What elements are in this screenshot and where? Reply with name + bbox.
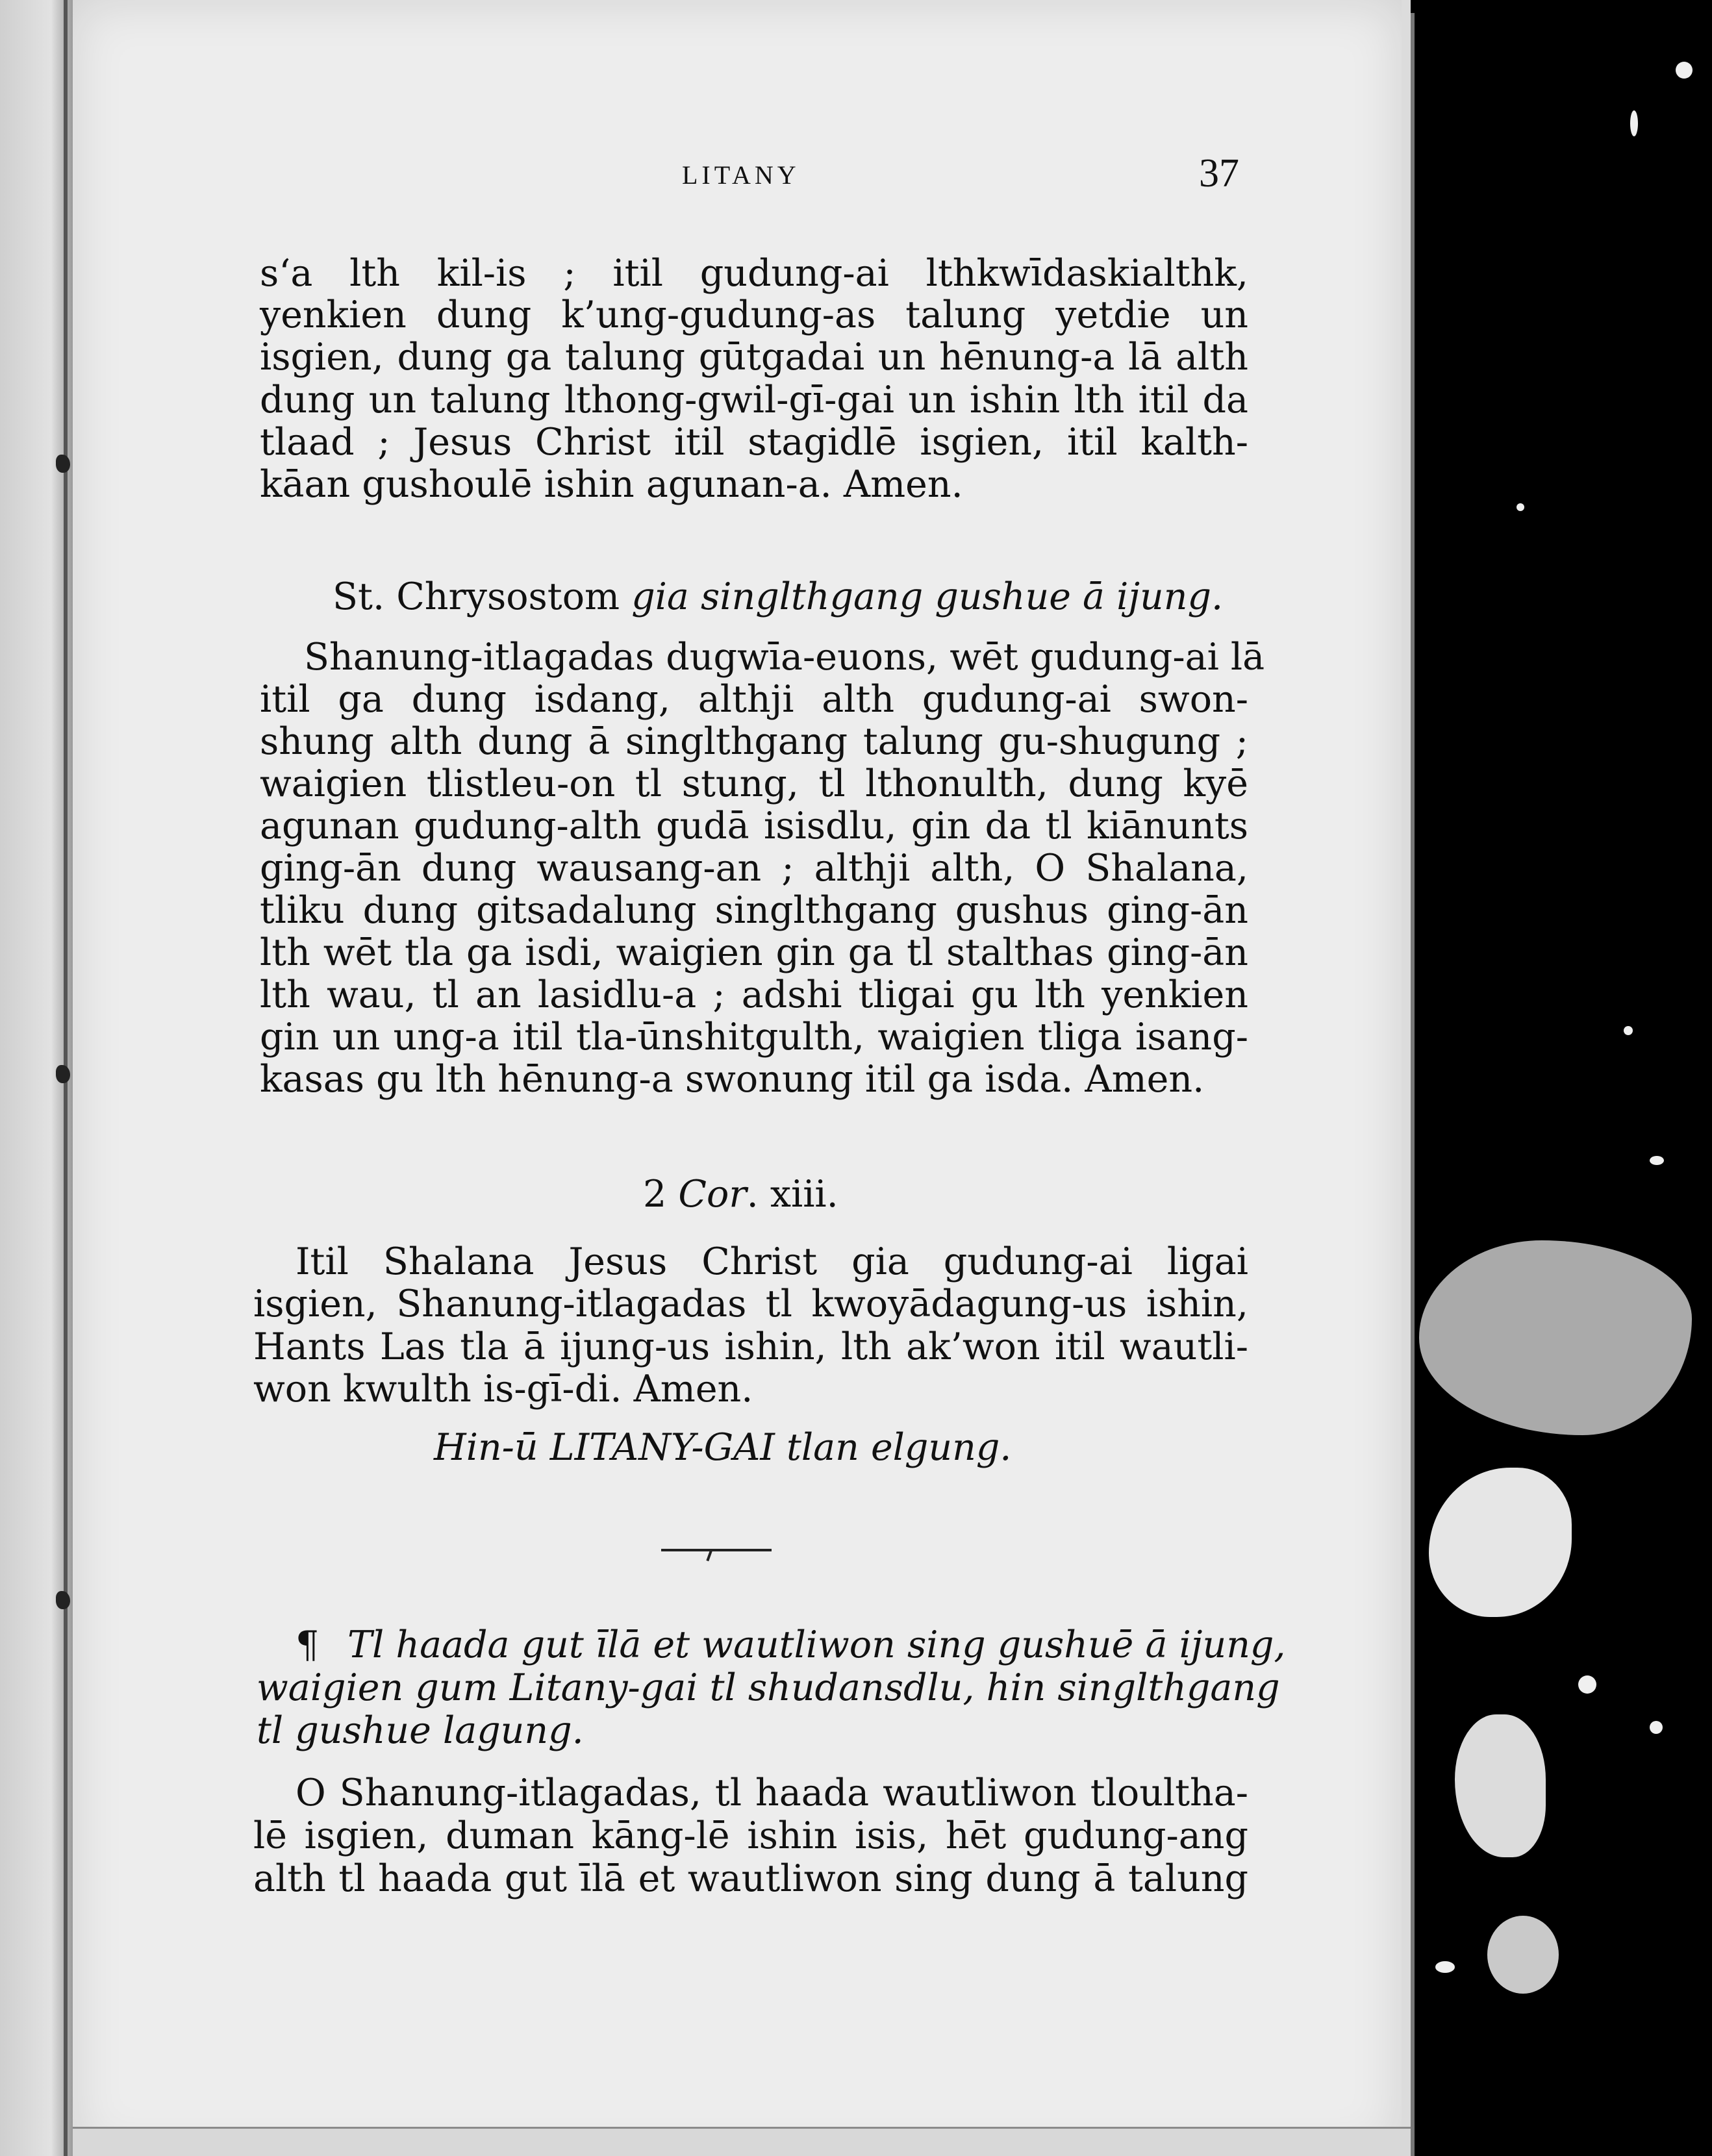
scripture-reference <box>643 1173 838 1216</box>
heading-italic: gia singlthgang gushue ā ijung. <box>631 575 1224 618</box>
text-line: tlaad ; Jesus Christ itil stagidlē isgien, itil kalth- <box>260 421 1248 464</box>
text-line: kāan gushoulē ishin agunan-a. Amen. <box>260 463 963 506</box>
text-line: tl gushue lagung. <box>257 1709 584 1752</box>
speck <box>1624 1026 1633 1035</box>
closing-line: Hin-ū LITANY-GAI tlan elgung. <box>434 1426 1012 1469</box>
section-heading <box>333 575 1223 618</box>
text-line: waigien tlistleu-on tl stung, tl lthonulth, dung kyē <box>260 762 1248 805</box>
speck <box>1435 1961 1455 1973</box>
text-line: gin un ung-a itil tla-ūnshitgulth, waigien tliga isang- <box>260 1016 1248 1059</box>
section-divider <box>661 1549 772 1551</box>
speck <box>1650 1721 1663 1734</box>
paper-damage-spot <box>1429 1468 1572 1617</box>
text-line: tliku dung gitsadalung singlthgang gushus ging-ān <box>260 889 1248 932</box>
ref-number: 2 <box>643 1173 679 1216</box>
speck <box>1676 62 1693 79</box>
paper-damage-spot <box>1419 1240 1692 1435</box>
text-line: won kwulth is-gī-di. Amen. <box>253 1368 753 1410</box>
text-line: kasas gu lth hēnung-a swonung itil ga isda. Amen. <box>260 1058 1205 1101</box>
text-line: lē isgien, duman kāng-lē ishin isis, hēt gudung-ang <box>253 1814 1248 1857</box>
gutter-mark <box>56 1065 70 1083</box>
ref-chapter: . xiii. <box>746 1173 838 1216</box>
speck <box>1517 503 1524 511</box>
page-right-edge-shadow <box>1411 13 1415 2156</box>
text-line: alth tl haada gut īlā et wautliwon sing dung ā talung <box>253 1857 1248 1900</box>
running-head: LITANY <box>682 160 800 190</box>
text-line: ging-ān dung wausang-an ; althji alth, O Shalana, <box>260 847 1248 890</box>
text-line: itil ga dung isdang, althji alth gudung-ai swon- <box>260 678 1248 721</box>
text-line: isgien, dung ga talung gūtgadai un hēnung-a lā alth <box>260 336 1248 379</box>
text-line: isgien, Shanung-itlagadas tl kwoyādagung-us ishin, <box>253 1283 1248 1325</box>
page-right-edge <box>1402 0 1411 2156</box>
text-line: s‘a lth kil-is ; itil gudung-ai lthkwīdaskialthk, <box>260 252 1248 295</box>
text-line: Hants Las tla ā ijung-us ishin, lth ak’won itil wautli- <box>253 1325 1248 1368</box>
text-line: O Shanung-itlagadas, tl haada wautliwon tloultha- <box>296 1772 1248 1814</box>
text-line: Shanung-itlagadas dugwīa-euons, wēt gudung-ai lā <box>304 636 1265 679</box>
gutter-mark <box>56 455 70 473</box>
text-line: lth wēt tla ga isdi, waigien gin ga tl stalthas ging-ān <box>260 931 1248 974</box>
text-line: dung un talung lthong-gwil-gī-gai un ishin lth itil da <box>260 379 1248 421</box>
text-line: shung alth dung ā singlthgang talung gu-shugung ; <box>260 720 1248 763</box>
text-line: lth wau, tl an lasidlu-a ; adshi tligai gu lth yenkien <box>260 973 1248 1016</box>
text-line: Itil Shalana Jesus Christ gia gudung-ai ligai <box>296 1240 1248 1283</box>
speck <box>1650 1156 1664 1165</box>
speck <box>1578 1675 1596 1694</box>
gutter-mark <box>56 1591 70 1609</box>
speck <box>1630 110 1638 136</box>
heading-roman: St. Chrysostom <box>333 575 632 618</box>
pilcrow-mark: ¶ <box>296 1623 320 1666</box>
text-line: Tl haada gut īlā et wautliwon sing gushuē ā ijung, <box>347 1623 1286 1666</box>
text-line: agunan gudung-alth gudā isisdlu, gin da tl kiānunts <box>260 805 1248 847</box>
ref-book: Cor <box>678 1173 747 1216</box>
paper-damage-spot <box>1487 1916 1559 1994</box>
text-line: yenkien dung k’ung-gudung-as talung yetdie un <box>260 294 1248 336</box>
text-line: waigien gum Litany-gai tl shudansdlu, hin singlthgang <box>257 1666 1280 1709</box>
page-number: 37 <box>1199 151 1239 195</box>
paper-damage-spot <box>1455 1714 1546 1857</box>
page-bottom-edge <box>73 2127 1411 2156</box>
